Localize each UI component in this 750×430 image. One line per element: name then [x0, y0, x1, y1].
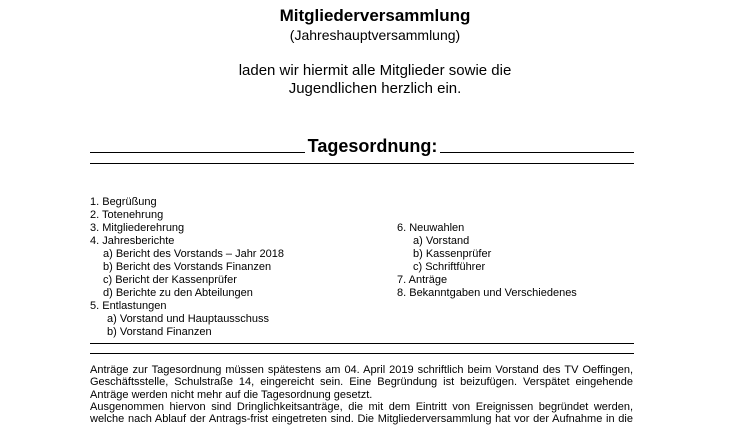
agenda-item: 7. Anträge — [397, 274, 448, 286]
agenda-subitem: b) Vorstand Finanzen — [107, 326, 212, 338]
agenda-item: 1. Begrüßung — [90, 196, 157, 208]
notes-paragraph-1: Anträge zur Tagesordnung müssen spätestens am 04. April 2019 schriftlich beim Vorstand des TV Oeffingen, Geschäftsstelle, Schulstraße 14, eingereicht sein. Eine Begründung ist beizufügen. Verspätet eingehende Anträge werden nicht mehr auf die Tagesordnung gesetzt. — [90, 364, 633, 401]
agenda-subitem: b) Kassenprüfer — [413, 248, 492, 260]
agenda-item: 2. Totenehrung — [90, 209, 164, 221]
agenda-bottom-rule-1 — [90, 343, 634, 344]
agenda-subitem: d) Berichte zu den Abteilungen — [103, 287, 253, 299]
heading-underline — [90, 163, 634, 164]
agenda-item: 5. Entlastungen — [90, 300, 167, 312]
agenda-subitem: c) Bericht der Kassenprüfer — [103, 274, 237, 286]
heading-rule-right — [440, 152, 634, 153]
agenda-subitem: a) Vorstand und Hauptausschuss — [107, 313, 270, 325]
agenda-subitem: a) Bericht des Vorstands – Jahr 2018 — [103, 248, 284, 260]
notes-paragraph-2: Ausgenommen hiervon sind Dringlichkeitsanträge, die mit dem Eintritt von Ereignissen begründet werden, welche nach Ablauf der Antrags-frist eingetreten sind. Die Mitgliederversammlung hat vor der Aufnahme in die — [90, 400, 633, 426]
invitation-line-2: Jugendlichen herzlich ein. — [288, 80, 462, 97]
agenda-item: 8. Bekanntgaben und Verschiedenes — [397, 287, 577, 299]
agenda-subitem: b) Bericht des Vorstands Finanzen — [103, 261, 272, 273]
document-title: Mitgliederversammlung — [279, 6, 471, 25]
document-subtitle: (Jahreshauptversammlung) — [289, 27, 461, 43]
notes-section — [90, 364, 633, 425]
agenda-item: 4. Jahresberichte — [90, 235, 175, 247]
agenda-bottom-rule-2 — [90, 353, 634, 354]
heading-rule-left — [90, 152, 305, 153]
invitation-line-1: laden wir hiermit alle Mitglieder sowie die — [238, 62, 512, 79]
agenda-item: 3. Mitgliederehrung — [90, 222, 185, 234]
agenda-item: 6. Neuwahlen — [397, 222, 465, 234]
agenda-subitem: a) Vorstand — [413, 235, 470, 247]
agenda-subitem: c) Schriftführer — [413, 261, 486, 273]
agenda-heading: Tagesordnung: — [307, 136, 438, 156]
